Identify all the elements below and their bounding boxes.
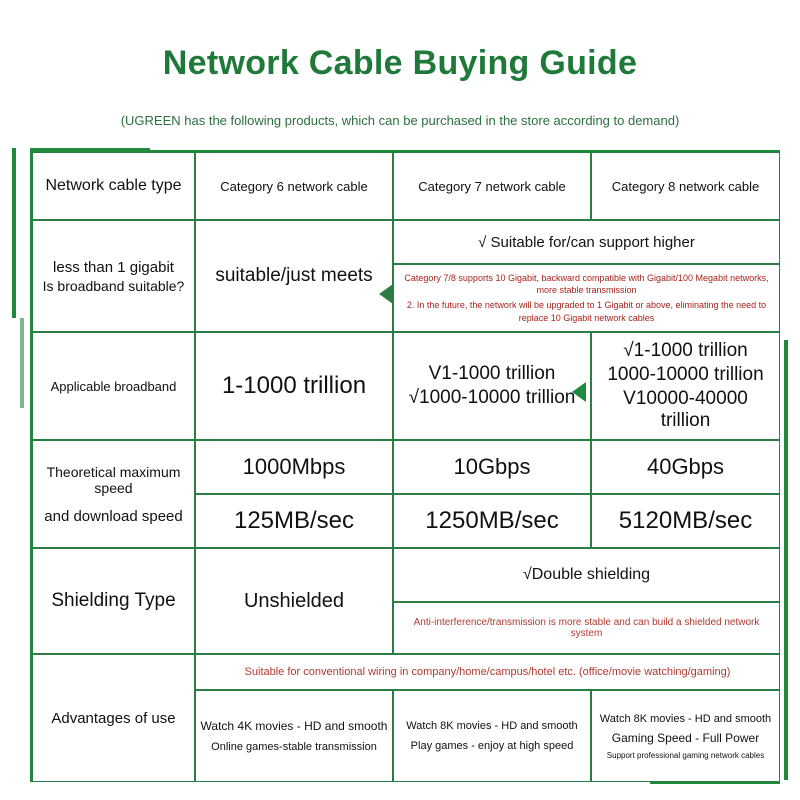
row2-cat7 (393, 332, 591, 440)
row2-cat8 (591, 332, 780, 440)
row1-cat78-top (393, 220, 780, 264)
row2-label-text: Applicable broadband (50, 378, 177, 394)
row2-cat6-text: 1-1000 trillion (221, 372, 367, 399)
row2-cat7-line2: √1000-10000 trillion (408, 387, 576, 408)
header-cat7-text: Category 7 network cable (418, 178, 566, 194)
row3-cat6-speed (195, 440, 393, 494)
row5-banner-text: Suitable for conventional wiring in company/home/campus/hotel etc. (office/movie watching/gaming) (244, 666, 731, 678)
row2-cat8-line3: V10000-40000 trillion (623, 388, 748, 431)
row5-label (32, 654, 195, 782)
header-type-label (32, 152, 195, 220)
row4-cat6 (195, 548, 393, 654)
page-title: Network Cable Buying Guide (162, 44, 638, 82)
row2-cat8-line2: 1000-10000 trillion (607, 364, 764, 385)
row1-note1: Category 7/8 supports 10 Gigabit, backward compatible with Gigabit/100 Megabit networks, more stable transmission (404, 272, 769, 296)
row3-cat8-dl (591, 494, 780, 548)
row5-banner (195, 654, 780, 690)
row3-cat7-speed (393, 440, 591, 494)
row1-cat6-text: suitable/just meets (215, 265, 373, 286)
row5-cat8-line1: Watch 8K movies - HD and smooth (599, 712, 772, 725)
row3-cat8-speed (591, 440, 780, 494)
row2-cat7-line1: V1-1000 trillion (428, 363, 556, 384)
header-cat8 (591, 152, 780, 220)
row1-note2: 2. In the future, the network will be upgraded to 1 Gigabit or above, eliminating the need to replace 10 Gigabit network cables (406, 300, 767, 323)
row5-cat8-line3: Support professional gaming network cables (606, 750, 765, 760)
header-cat8-text: Category 8 network cable (611, 178, 760, 194)
row4-cat6-text: Unshielded (243, 589, 345, 612)
row2-cat8-line1: √1-1000 trillion (623, 340, 748, 361)
row3-cat6-dl-text: 125MB/sec (233, 507, 355, 534)
row1-cat6 (195, 220, 393, 332)
row1-cat78-notes (393, 264, 780, 332)
header-cat6-text: Category 6 network cable (220, 178, 368, 194)
row4-label (32, 548, 195, 654)
row4-label-text: Shielding Type (51, 590, 176, 611)
row3-label (32, 440, 195, 548)
row5-cat8-line2: Gaming Speed - Full Power (611, 730, 760, 745)
row3-cat8-dl-text: 5120MB/sec (618, 507, 753, 534)
row3-cat7-dl-text: 1250MB/sec (425, 507, 559, 534)
row5-cat6-line2: Online games-stable transmission (211, 741, 377, 753)
row3-cat7-dl (393, 494, 591, 548)
row2-cat6 (195, 332, 393, 440)
row1-label-line2: Is broadband suitable? (42, 277, 185, 294)
row3-label-line2: and download speed (44, 507, 183, 525)
header-cat7 (393, 152, 591, 220)
row3-label-line1: Theoretical maximum speed (46, 463, 181, 496)
row3-cat7-speed-text: 10Gbps (453, 454, 531, 479)
row5-cat6 (195, 690, 393, 782)
header-cat6 (195, 152, 393, 220)
comparison-table (30, 150, 780, 782)
row4-cat78-note-text: Anti-interference/transmission is more stable and can build a shielded network system (413, 617, 760, 639)
row3-cat6-dl (195, 494, 393, 548)
arrow-left-icon (379, 284, 393, 304)
row5-cat6-line1: Watch 4K movies - HD and smooth (200, 719, 388, 733)
row1-cat78-top-text: √ Suitable for/can support higher (478, 233, 695, 251)
row5-cat7-line2: Play games - enjoy at high speed (410, 740, 574, 752)
row4-cat78-note (393, 602, 780, 654)
row5-cat7-line1: Watch 8K movies - HD and smooth (406, 720, 578, 732)
row3-cat6-speed-text: 1000Mbps (242, 454, 346, 479)
header-type-text: Network cable type (45, 177, 182, 194)
row5-cat7 (393, 690, 591, 782)
row4-cat78-top (393, 548, 780, 602)
row4-cat78-top-text: √Double shielding (522, 566, 651, 583)
row5-cat8 (591, 690, 780, 782)
row5-label-text: Advantages of use (51, 709, 176, 727)
row3-cat8-speed-text: 40Gbps (646, 454, 725, 479)
arrow-left-icon (572, 382, 586, 402)
row2-label (32, 332, 195, 440)
row1-label-line1: less than 1 gigabit (53, 258, 174, 276)
page-subtitle: (UGREEN has the following products, which can be purchased in the store according to demand) (120, 113, 680, 128)
row1-label (32, 220, 195, 332)
